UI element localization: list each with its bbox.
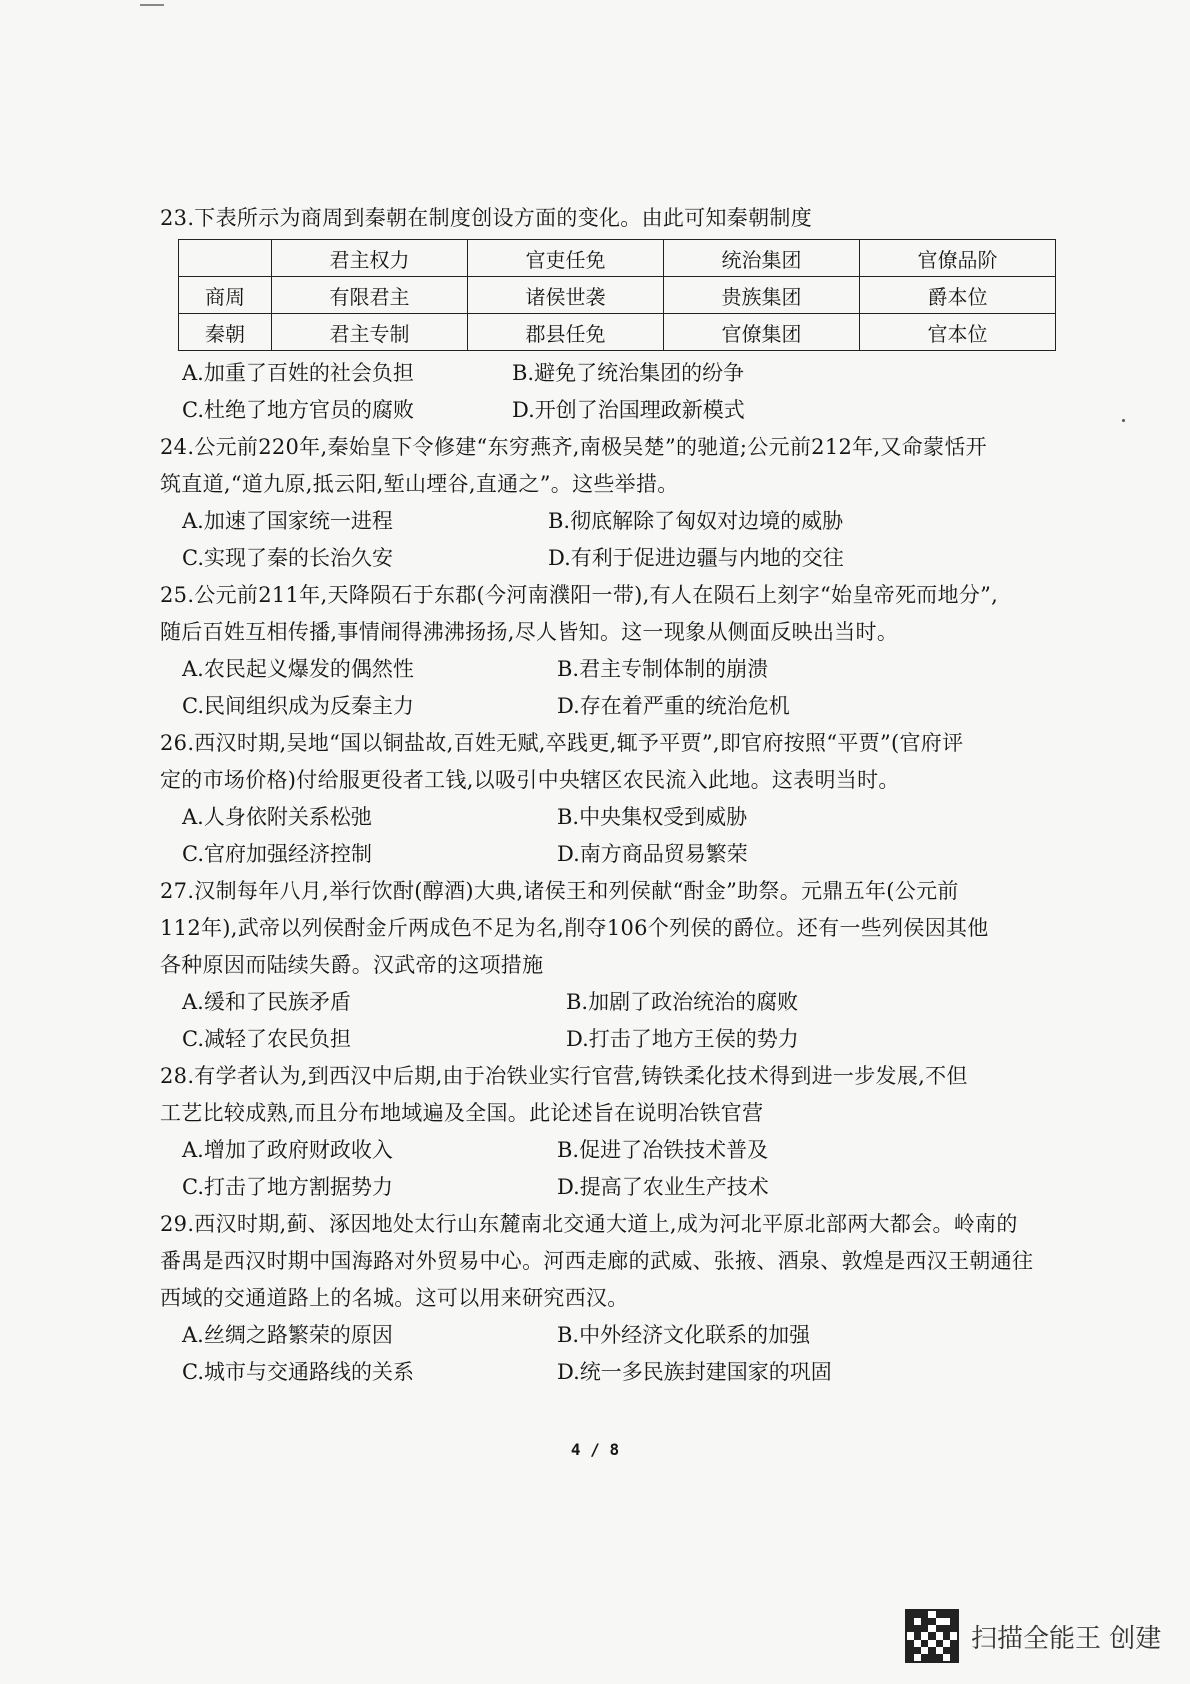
question-27 bbox=[160, 873, 1060, 1058]
question-text: 25.公元前211年,天降陨石于东郡(今河南濮阳一带),有人在陨石上刻字“始皇帝死而地分”, bbox=[160, 583, 999, 607]
option-d[interactable]: D.提高了农业生产技术 bbox=[557, 1175, 769, 1199]
option-c[interactable]: C.打击了地方割据势力 bbox=[182, 1175, 393, 1199]
table-cell bbox=[179, 240, 272, 277]
option-a[interactable]: A.人身依附关系松弛 bbox=[182, 805, 372, 829]
option-b[interactable]: B.彻底解除了匈奴对边境的威胁 bbox=[548, 509, 844, 533]
question-text: 28.有学者认为,到西汉中后期,由于冶铁业实行官营,铸铁柔化技术得到进一步发展,不但 bbox=[160, 1064, 968, 1088]
question-text: 23.下表所示为商周到秦朝在制度创设方面的变化。由此可知秦朝制度 bbox=[160, 206, 812, 230]
table-cell: 君主专制 bbox=[272, 314, 468, 351]
question-26 bbox=[160, 725, 1060, 873]
option-d[interactable]: D.统一多民族封建国家的巩固 bbox=[557, 1360, 832, 1384]
question-text: 随后百姓互相传播,事情闹得沸沸扬扬,尽人皆知。这一现象从侧面反映出当时。 bbox=[160, 620, 899, 644]
option-a[interactable]: A.丝绸之路繁荣的原因 bbox=[182, 1323, 393, 1347]
option-d[interactable]: D.开创了治国理政新模式 bbox=[512, 398, 745, 422]
table-cell: 爵本位 bbox=[860, 277, 1056, 314]
option-a[interactable]: A.加重了百姓的社会负担 bbox=[182, 361, 414, 385]
question-text: 各种原因而陆续失爵。汉武帝的这项措施 bbox=[160, 953, 544, 977]
option-a[interactable]: A.农民起义爆发的偶然性 bbox=[182, 657, 414, 681]
question-25 bbox=[160, 577, 1060, 725]
question-text: 112年),武帝以列侯酎金斤两成色不足为名,削夺106个列侯的爵位。还有一些列侯因其他 bbox=[160, 916, 989, 940]
option-b[interactable]: B.君主专制体制的崩溃 bbox=[557, 657, 769, 681]
option-c[interactable]: C.实现了秦的长治久安 bbox=[182, 546, 393, 570]
question-text: 24.公元前220年,秦始皇下令修建“东穷燕齐,南极吴楚”的驰道;公元前212年,又命蒙恬开 bbox=[160, 435, 987, 459]
option-c[interactable]: C.杜绝了地方官员的腐败 bbox=[182, 398, 414, 422]
table-header: 官吏任免 bbox=[468, 240, 664, 277]
question-text: 29.西汉时期,蓟、涿因地处太行山东麓南北交通大道上,成为河北平原北部两大都会。岭南的 bbox=[160, 1212, 1018, 1236]
options bbox=[160, 355, 1060, 429]
question-29 bbox=[160, 1206, 1060, 1391]
question-text: 西域的交通道路上的名城。这可以用来研究西汉。 bbox=[160, 1286, 629, 1310]
table-cell: 官僚集团 bbox=[664, 314, 860, 351]
question-text: 工艺比较成熟,而且分布地域遍及全国。此论述旨在说明冶铁官营 bbox=[160, 1101, 764, 1125]
option-b[interactable]: B.避免了统治集团的纷争 bbox=[512, 361, 745, 385]
option-c[interactable]: C.城市与交通路线的关系 bbox=[182, 1360, 414, 1384]
table-row-header: 秦朝 bbox=[179, 314, 272, 351]
table-row-header: 商周 bbox=[179, 277, 272, 314]
question-23 bbox=[160, 200, 1060, 429]
table-row bbox=[179, 277, 1056, 314]
table-cell: 有限君主 bbox=[272, 277, 468, 314]
scanner-watermark bbox=[905, 1610, 1161, 1662]
watermark-text: 扫描全能王 创建 bbox=[971, 1623, 1162, 1654]
table-header: 官僚品阶 bbox=[860, 240, 1056, 277]
options bbox=[160, 984, 1060, 1058]
table-header-row bbox=[179, 240, 1056, 277]
option-a[interactable]: A.加速了国家统一进程 bbox=[182, 509, 393, 533]
table-header: 统治集团 bbox=[664, 240, 860, 277]
option-d[interactable]: D.存在着严重的统治危机 bbox=[557, 694, 790, 718]
scan-mark bbox=[140, 4, 164, 6]
option-b[interactable]: B.中央集权受到威胁 bbox=[557, 805, 748, 829]
option-a[interactable]: A.缓和了民族矛盾 bbox=[182, 990, 351, 1014]
question-text: 27.汉制每年八月,举行饮酎(醇酒)大典,诸侯王和列侯献“酎金”助祭。元鼎五年(公元前 bbox=[160, 879, 959, 903]
qr-code-icon bbox=[905, 1609, 959, 1663]
question-text: 26.西汉时期,吴地“国以铜盐故,百姓无赋,卒践更,辄予平贾”,即官府按照“平贾”(官府评 bbox=[160, 731, 964, 755]
options bbox=[160, 1317, 1060, 1391]
table-header: 君主权力 bbox=[272, 240, 468, 277]
option-c[interactable]: C.减轻了农民负担 bbox=[182, 1027, 351, 1051]
options bbox=[160, 651, 1060, 725]
question-text: 筑直道,“道九原,抵云阳,堑山堙谷,直通之”。这些举措。 bbox=[160, 472, 679, 496]
table-cell: 诸侯世袭 bbox=[468, 277, 664, 314]
options bbox=[160, 799, 1060, 873]
page-number: 4 / 8 bbox=[570, 1440, 620, 1459]
option-d[interactable]: D.南方商品贸易繁荣 bbox=[557, 842, 748, 866]
option-d[interactable]: D.有利于促进边疆与内地的交往 bbox=[548, 546, 844, 570]
option-b[interactable]: B.促进了冶铁技术普及 bbox=[557, 1138, 769, 1162]
question-28 bbox=[160, 1058, 1060, 1206]
options bbox=[160, 1132, 1060, 1206]
scan-dot bbox=[1122, 419, 1125, 422]
option-b[interactable]: B.加剧了政治统治的腐败 bbox=[566, 990, 799, 1014]
table-cell: 郡县任免 bbox=[468, 314, 664, 351]
question-text: 番禺是西汉时期中国海路对外贸易中心。河西走廊的武威、张掖、酒泉、敦煌是西汉王朝通往 bbox=[160, 1249, 1034, 1273]
system-comparison-table bbox=[178, 239, 1056, 351]
question-text: 定的市场价格)付给服更役者工钱,以吸引中央辖区农民流入此地。这表明当时。 bbox=[160, 768, 900, 792]
options bbox=[160, 503, 1060, 577]
question-24 bbox=[160, 429, 1060, 577]
option-d[interactable]: D.打击了地方王侯的势力 bbox=[566, 1027, 799, 1051]
questions-area bbox=[160, 200, 1060, 1391]
option-c[interactable]: C.官府加强经济控制 bbox=[182, 842, 372, 866]
option-a[interactable]: A.增加了政府财政收入 bbox=[182, 1138, 393, 1162]
table-cell: 官本位 bbox=[860, 314, 1056, 351]
table-cell: 贵族集团 bbox=[664, 277, 860, 314]
option-b[interactable]: B.中外经济文化联系的加强 bbox=[557, 1323, 811, 1347]
option-c[interactable]: C.民间组织成为反秦主力 bbox=[182, 694, 414, 718]
table-row bbox=[179, 314, 1056, 351]
